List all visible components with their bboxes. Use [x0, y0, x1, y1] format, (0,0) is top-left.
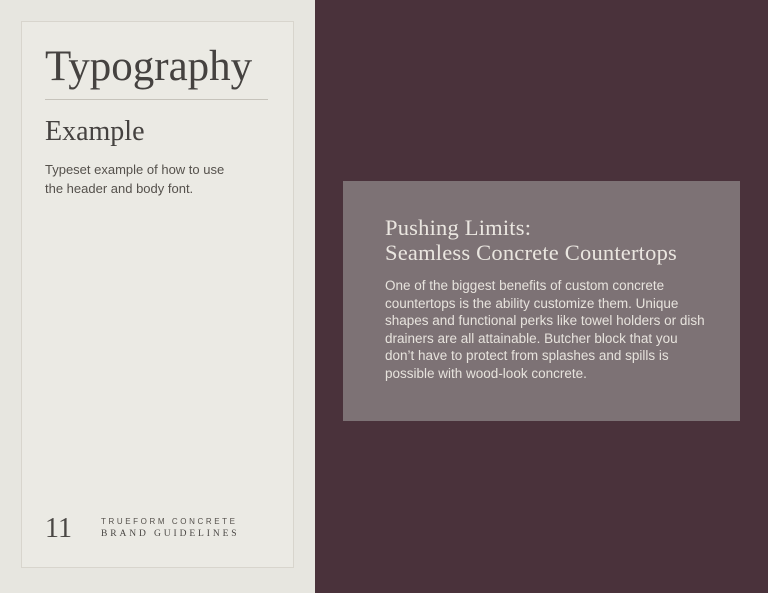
example-card-body: One of the biggest benefits of custom concrete countertops is the ability customize them. Unique shapes and functional perks like towel holders or dish drainers are all attainable. Butcher block that you don’t have to protect from splashes and spills is possible with wood-look concrete.: [385, 278, 705, 381]
footer-brand-name: TRUEFORM CONCRETE: [100, 517, 238, 526]
page-number: 11: [45, 513, 72, 544]
title-divider: [45, 99, 268, 100]
panel-footer: [45, 515, 239, 543]
right-panel: [315, 0, 768, 593]
left-panel: [0, 0, 315, 593]
content-panel: [21, 21, 294, 568]
section-description: Typeset example of how to use the header and body font.: [45, 162, 225, 197]
footer-brand: [101, 516, 240, 543]
typeset-example-card: [343, 181, 740, 421]
example-card-heading: [385, 215, 704, 265]
example-heading-line-2: Seamless Concrete Countertops: [385, 240, 677, 265]
footer-document-title: BRAND GUIDELINES: [100, 529, 240, 539]
page-title: Typography: [45, 43, 253, 90]
example-heading-line-1: Pushing Limits:: [385, 215, 532, 240]
section-heading: Example: [45, 116, 145, 148]
